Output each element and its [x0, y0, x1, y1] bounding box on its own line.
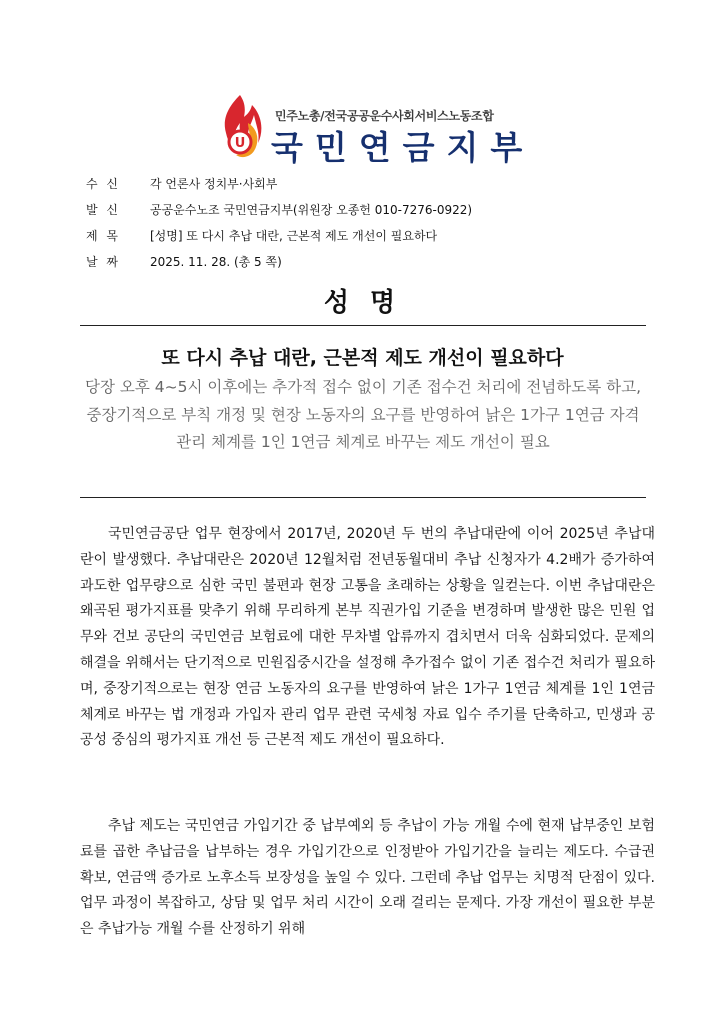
meta-label: 날 짜 — [86, 254, 118, 269]
meta-value: [성명] 또 다시 추납 대란, 근본적 제도 개선이 필요하다 — [150, 228, 438, 243]
meta-value: 공공운수노조 국민연금지부(위원장 오종헌 010-7276-0922) — [150, 202, 473, 217]
branch-name: 국민연금지부 — [271, 128, 535, 167]
logo-letter-u: U — [234, 136, 246, 151]
meta-row-sender — [86, 196, 646, 222]
meta-row-subject — [86, 222, 646, 248]
meta-value: 각 언론사 정치부·사회부 — [150, 176, 278, 191]
meta-label: 제 목 — [86, 228, 118, 243]
union-flame-logo — [218, 93, 264, 163]
meta-label: 발 신 — [86, 202, 118, 217]
meta-label: 수 신 — [86, 176, 118, 191]
union-federation-name: 민주노총/전국공공운수사회서비스노동조합 — [275, 109, 494, 123]
meta-value: 2025. 11. 28. (총 5 쪽) — [150, 254, 282, 269]
statement-subheadline: 당장 오후 4~5시 이후에는 추가적 접수 없이 기존 접수건 처리에 전념하도록 하고, 중장기적으로 부칙 개정 및 현장 노동자의 요구를 반영하여 낡은 1가구 1연금 자격관리 체계를 1인 1연금 체계로 바꾸는 제도 개선이 필요 — [85, 378, 641, 451]
body-paragraph-1: 국민연금공단 업무 현장에서 2017년, 2020년 두 번의 추납대란에 이어 2025년 추납대란이 발생했다. 추납대란은 2020년 12월처럼 전년동월대비 추납 신청자가 4.2배가 증가하여 과도한 업무량으로 심한 국민 불편과 현장 고통을 초래하는 상황을 일컫는다. 이번 추납대란은 왜곡된 평가지표를 맞추기 위해 무리하게 본부 직권가입 기준을 변경하며 발생한 많은 민원 업무와 건보 공단의 국민연금 보험료에 대한 무차별 압류까지 겹치면서 더욱 심화되었다. 문제의 해결을 위해서는 단기적으로 민원집중시간을 설정해 추가접수 없이 기존 접수건 처리가 필요하며, 중장기적으로는 현장 연금 노동자의 요구를 반영하여 낡은 1가구 1연금 체계를 1인 1연금 체계로 바꾸는 법 개정과 가입자 관리 업무 관련 국세청 자료 입수 주기를 단축하고, 민생과 공공성 중심의 평가지표 개선 등 근본적 제도 개선이 필요하다. — [80, 526, 655, 749]
divider-top — [80, 325, 646, 326]
document-meta — [86, 170, 646, 274]
divider-bottom — [80, 497, 646, 498]
meta-row-date — [86, 248, 646, 274]
body-paragraph-2: 추납 제도는 국민연금 가입기간 중 납부예외 등 추납이 가능 개월 수에 현재 납부중인 보험료를 곱한 추납금을 납부하는 경우 가입기간으로 인정받아 가입기간을 늘리는 제도다. 수급권 확보, 연금액 증가로 노후소득 보장성을 높일 수 있다. 그런데 추납 업무는 치명적 단점이 있다. 업무 과정이 복잡하고, 상담 및 업무 처리 시간이 오래 걸리는 문제다. 가장 개선이 필요한 부분은 추납가능 개월 수를 산정하기 위해 — [80, 818, 655, 938]
statement-headline: 또 다시 추납 대란, 근본적 제도 개선이 필요하다 — [161, 347, 564, 369]
document-type-title: 성 명 — [323, 288, 402, 318]
meta-row-recipient — [86, 170, 646, 196]
